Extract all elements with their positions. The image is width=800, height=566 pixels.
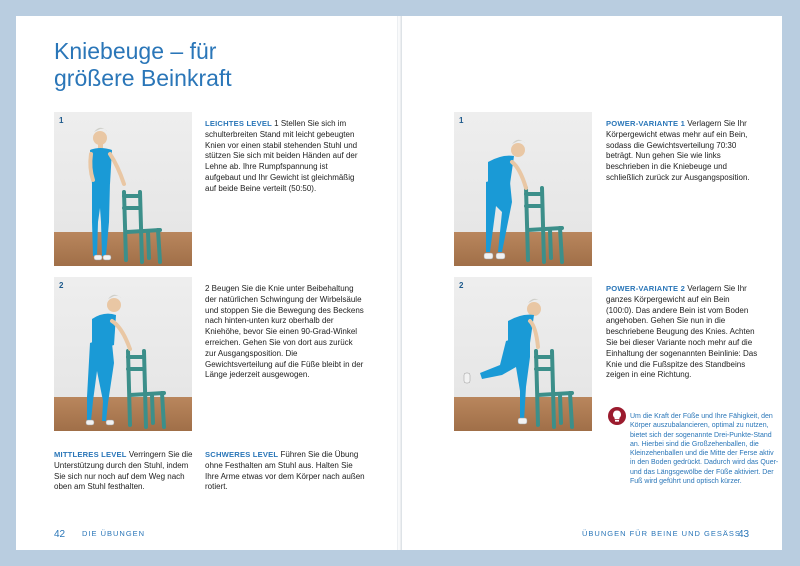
step2-paragraph: 2 Beugen Sie die Knie unter Beibehaltung der natürlichen Schwingung der Wirbelsäule und stoppen Sie die Bewegung des Beckens nach hinten-unten kurz oberhalb der Kniehöhe, bevor Sie einen 90-Grad-Winkel erreichen. Gehen Sie von dort aus zurück zur Ausgangsposition. Die Gewichtsverteilung auf die Füße bleibt in der Länge jederzeit ausgewogen. [205,284,364,380]
power2-paragraph: POWER-VARIANTE 2 Verlagern Sie Ihr ganzes Körpergewicht auf ein Bein (100:0). Das andere Bein ist vom Boden angehoben. Gehen Sie nun in die beschriebene Beugung des Knies. Achten Sie bei dieser Variante noch mehr auf die Einhaltung der sogenannten Beinlinie: Das Knie und die Fußspitze des Standbeins zeigen in eine Richtung. [606,284,758,380]
level-label: MITTLERES LEVEL [54,450,127,459]
page-title: Kniebeuge – für größere Beinkraft [54,38,232,91]
chair [128,351,164,427]
exercise-photo-squat [54,277,192,431]
power1-paragraph: POWER-VARIANTE 1 Verlagern Sie Ihr Körpergewicht etwas mehr auf ein Bein, sodass die Gewichtsverteilung 70:30 beträgt. Nun gehen Sie wie links beschrieben in die Kniebeuge und schließlich zurück zur Ausgangsposition. [606,119,750,182]
exercise-photo-power2 [454,277,592,431]
page-number: 43 [738,529,750,540]
power1-figure-illustration [454,112,592,266]
person [86,295,130,425]
photo-number: 2 [459,281,464,290]
variant-label: POWER-VARIANTE 2 [606,284,685,293]
running-footer: ÜBUNGEN FÜR BEINE UND GESÄSS [582,529,741,538]
squat-figure-illustration [54,277,192,431]
level-label: SCHWERES LEVEL [205,450,279,459]
person [484,140,526,259]
schweres-level-paragraph: SCHWERES LEVEL Führen Sie die Übung ohne Festhalten am Stuhl aus. Halten Sie Ihre Arme etwas vor dem Körper nach außen rotiert. [205,450,365,492]
left-page [16,16,397,550]
page-number: 42 [54,529,66,540]
lightbulb-icon [608,407,626,425]
level1-paragraph: LEICHTES LEVEL 1 Stellen Sie sich im schulterbreiten Stand mit leicht gebeugten Knien vor einen stabil stehenden Stuhl und stützen Sie sich mit beiden Händen auf der Lehne ab. Ihre Rumpfspannung ist aufgebaut und Ihr Gewicht ist gleichmäßig auf beide Beine verteilt (50:50). [205,119,358,193]
exercise-photo-power1 [454,112,592,266]
level-label: LEICHTES LEVEL [205,119,272,128]
right-page [402,16,782,550]
tip-paragraph: Um die Kraft der Füße und Ihre Fähigkeit, den Körper auszubalancieren, optimal zu nutzen, bietet sich der sogenannte Drei-Punkte-Stand an. Hierbei sind die Großzehenballen, die Kleinzehenballen und die Mitte der Ferse aktiv in den Boden gedrückt. Dadurch wird das Quer- und das Längsgewölbe der Füße aktiviert. Der Fuß wird geführt und optisch kürzer. [630,413,779,486]
power2-figure-illustration [454,277,592,431]
photo-number: 1 [59,116,64,125]
photo-number: 1 [459,116,464,125]
chair [124,192,160,262]
mittleres-level-paragraph: MITTLERES LEVEL Verringern Sie die Unterstützung durch den Stuhl, indem Sie sich nur noch auf dem Weg nach oben am Stuhl festhalten. [54,450,193,492]
variant-label: POWER-VARIANTE 1 [606,119,685,128]
person [90,128,124,260]
person [464,299,541,424]
chair [526,188,562,262]
photo-number: 2 [59,281,64,290]
chair [536,351,572,427]
exercise-photo-standing [54,112,192,266]
standing-figure-illustration [54,112,192,266]
running-footer: DIE ÜBUNGEN [82,529,146,538]
